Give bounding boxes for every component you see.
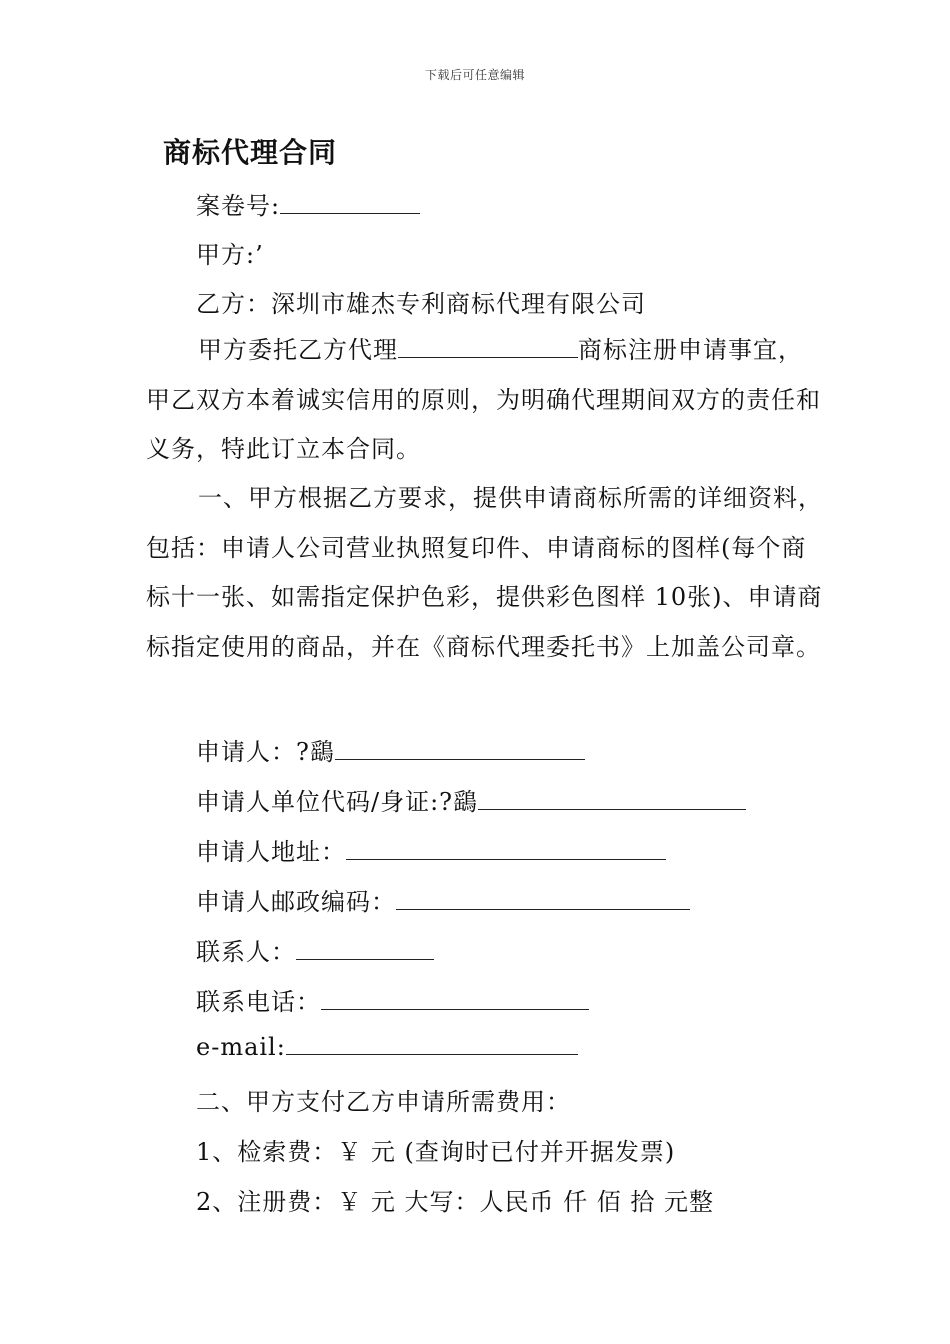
trademark-name-blank [398,335,578,358]
address-line [196,832,666,867]
case-number-label: 案卷号: [196,192,281,220]
postal-code-label: 申请人邮政编码： [196,888,396,916]
fee-search-text: 1、检索费：￥ 元 (查询时已付并开据发票) [196,1138,676,1166]
unit-code-label: 申请人单位代码/身证:?鷂 [196,788,479,816]
party-b-line [196,284,646,319]
unit-code-line [196,782,746,817]
email-blank [286,1032,578,1055]
contact-label: 联系人： [196,938,296,966]
postal-code-blank [396,887,690,910]
address-label: 申请人地址： [196,838,346,866]
fee-registration-line [196,1182,714,1217]
intro-paragraph [146,326,826,475]
email-line [196,1032,578,1061]
header-note: 下载后可任意编辑 [424,68,525,82]
fee-search-line [196,1132,675,1167]
party-a-label: 甲方:’ [196,241,264,269]
phone-label: 联系电话： [196,988,321,1016]
fee-registration-text: 2、注册费：￥ 元 大写：人民币 仟 佰 拾 元整 [196,1188,715,1216]
case-number-line [196,186,420,221]
clause-one-paragraph [146,474,826,672]
unit-code-blank [478,787,746,810]
clause-two-line [196,1082,571,1117]
intro-part1: 甲方委托乙方代理 [198,336,398,364]
document-title: 商标代理合同 [163,136,338,169]
intro-part2: 商标注册申请事宜，甲乙双方本着诚实信用的原则，为明确代理期间双方的责任和义务，特此订立本合同。 [146,336,821,463]
postal-code-line [196,882,690,917]
clause-one-text: 一、甲方根据乙方要求，提供申请商标所需的详细资料，包括：申请人公司营业执照复印件、申请商标的图样(每个商标十一张、如需指定保护色彩，提供彩色图样 10张)、申请商标指定使用的商品，并在《商标代理委托书》上加盖公司章。 [146,484,823,661]
phone-blank [321,987,589,1010]
applicant-label: 申请人：?鷂 [196,738,335,766]
applicant-line [196,732,585,767]
party-a-line [196,235,264,270]
contact-line [196,932,434,967]
clause-two-text: 二、甲方支付乙方申请所需费用： [196,1088,571,1116]
applicant-blank [335,737,585,760]
email-label: e-mail: [196,1033,286,1061]
address-blank [346,837,666,860]
contact-blank [296,937,434,960]
phone-line [196,982,589,1017]
party-b-text: 乙方：深圳市雄杰专利商标代理有限公司 [196,290,646,318]
case-number-blank [280,191,420,214]
